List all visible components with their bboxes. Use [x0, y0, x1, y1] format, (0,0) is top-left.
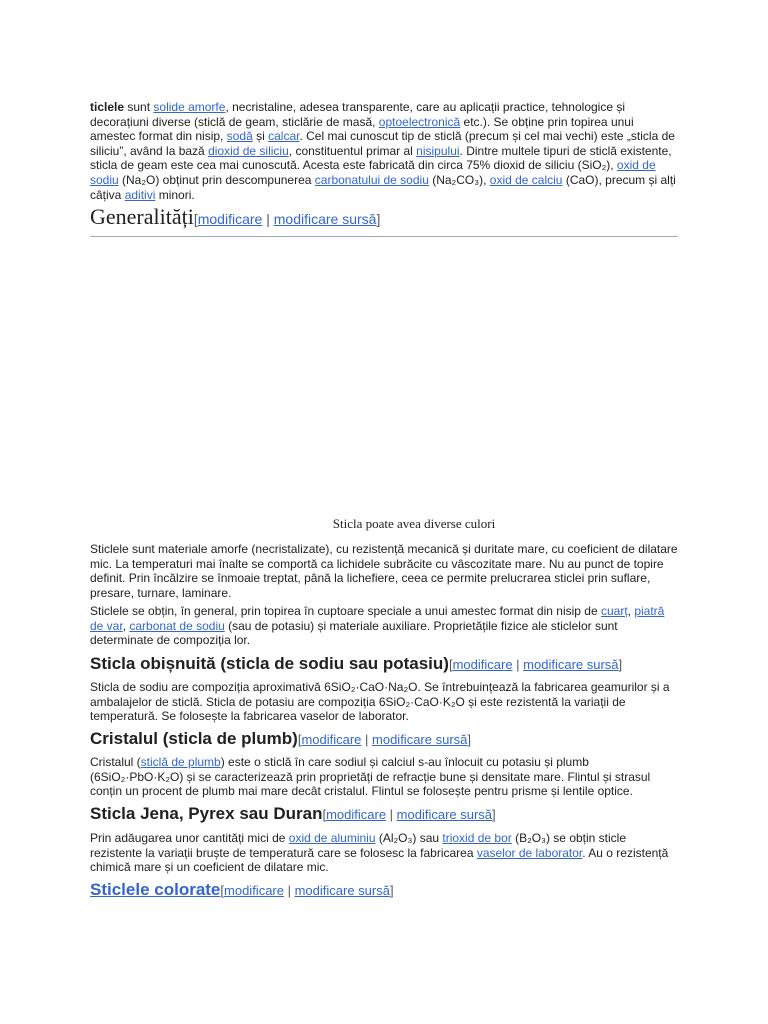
section-heading-sticla-jena	[90, 804, 678, 825]
section-heading-sticla-obisnuita	[90, 654, 690, 675]
bracket-open: [	[448, 657, 453, 672]
text: . Au o rezistență chimică mare și un coeficient de dilatare mic.	[90, 845, 669, 875]
cristal-paragraph	[90, 755, 678, 799]
sodiu-paragraph: Sticla de sodiu are compoziția aproximativă 6SiO₂·CaO·Na₂O. Se întrebuințează la fabricarea geamurilor și a ambalajelor de sticlă. Sticla de potasiu are compoziția 6SiO₂·CaO·K₂O și este rezistentă la variații de temperatură. Se folosește la fabricarea vaselor de laborator.	[90, 680, 670, 724]
section-heading-cristalul	[90, 729, 678, 750]
link-nisipului[interactable]: nisipului	[416, 143, 460, 158]
edit-link[interactable]: modificare	[224, 883, 284, 898]
text: (sau de potasiu) și materiale auxiliare. Proprietățile fizice ale sticlelor sunt determinate de compoziția lor.	[90, 618, 618, 648]
text: ,	[627, 604, 635, 618]
text: ,	[122, 618, 130, 633]
bracket-open: [	[193, 211, 198, 227]
link-dioxid-de-siliciu[interactable]: dioxid de siliciu	[208, 143, 289, 158]
text: minori.	[155, 187, 195, 202]
text: (Na₂CO₃),	[428, 172, 490, 187]
intro-term: ticlele	[90, 100, 125, 114]
heading-text: Cristalul (sticla de plumb)	[90, 729, 298, 748]
bracket-open: [	[322, 807, 327, 822]
edit-source-link[interactable]: modificare sursă	[396, 807, 493, 822]
link-carbonat-de-sodiu[interactable]: carbonat de sodiu	[129, 618, 225, 633]
link-vaselor-de-laborator[interactable]: vaselor de laborator	[476, 845, 583, 860]
edit-source-link[interactable]: modificare sursă	[523, 657, 619, 672]
bracket-close: ]	[618, 657, 623, 672]
edit-source-link[interactable]: modificare sursă	[372, 732, 468, 747]
bracket-open: [	[297, 732, 302, 747]
text: ) este o sticlă în care sodiul și calciul s-au înlocuit cu potasiu și plumb (6SiO₂·PbO·K₂O) și se caracterizează prin proprietăți de refracție bune și densitate mare. Flintul și strasul conțin un procent de plumb mai mare decât cristalul. Flintul se folosește pentru prisme și lentile optice.	[90, 755, 651, 799]
separator: |	[262, 211, 274, 227]
separator: |	[361, 732, 373, 747]
link-solide-amorfe[interactable]: solide amorfe	[153, 100, 226, 114]
general-paragraph-2	[90, 604, 678, 648]
edit-section-links	[322, 807, 495, 822]
text: (B₂O₃) se obțin sticle rezistente la variații bruște de temperatură care se folosesc la fabricarea	[90, 831, 627, 860]
link-sticla-de-plumb[interactable]: sticlă de plumb	[140, 755, 221, 769]
text: Prin adăugarea unor cantități mici de	[90, 831, 289, 845]
link-oxid-de-calciu[interactable]: oxid de calciu	[489, 172, 563, 187]
link-carbonatului-de-sodiu[interactable]: carbonatului de sodiu	[314, 172, 429, 187]
intro-paragraph	[90, 100, 678, 202]
text: (CaO), precum și alți câțiva	[90, 172, 676, 202]
edit-link[interactable]: modificare	[326, 807, 387, 822]
link-oxid-de-aluminiu[interactable]: oxid de aluminiu	[288, 831, 376, 845]
general-paragraph-1: Sticlele sunt materiale amorfe (necristalizate), cu rezistență mecanică și duritate mare, cu coeficient de dilatare mic. La temperaturi mai înalte se comportă ca lichidele subrăcite cu vâscozitate mare. Nu au punct de topire definit. Prin încălzire se înmoaie treptat, până la lichefiere, ceea ce permite prelucrarea sticlei prin suflare, presare, turnare, laminare.	[90, 542, 678, 600]
text: , constituentul primar al	[288, 143, 417, 158]
bracket-close: ]	[467, 732, 472, 747]
link-aditivi[interactable]: aditivi	[124, 187, 156, 202]
text: (Na₂O) obținut prin descompunerea	[118, 172, 315, 187]
heading-link-sticlele-colorate[interactable]: Sticlele colorate	[90, 880, 221, 899]
separator: |	[386, 807, 397, 822]
text: (Al₂O₃) sau	[375, 831, 443, 845]
link-calcar[interactable]: calcar	[268, 129, 300, 144]
text: și	[252, 129, 269, 144]
text: , necristaline, adesea transparente, care au aplicații practice, tehnologice și decorațiuni diverse (sticlă de geam, sticlărie de masă,	[90, 100, 625, 129]
heading-text: Sticla obișnuită (sticla de sodiu sau potasiu)	[90, 654, 449, 673]
edit-section-links	[220, 883, 393, 898]
link-trioxid-de-bor[interactable]: trioxid de bor	[442, 831, 512, 845]
separator: |	[512, 657, 524, 672]
link-optoelectronica[interactable]: optoelectronică	[378, 114, 461, 129]
edit-section-links	[298, 732, 471, 747]
link-cuart[interactable]: cuarț	[600, 604, 628, 618]
image-caption: Sticla poate avea diverse culori	[332, 516, 496, 531]
heading-text: Generalități	[90, 204, 194, 229]
text: Sticlele se obțin, în general, prin topirea în cuptoare speciale a unui amestec format din nisip de	[90, 604, 601, 618]
bracket-open: [	[220, 883, 225, 898]
edit-source-link[interactable]: modificare sursă	[273, 211, 377, 227]
link-soda[interactable]: sodă	[226, 129, 253, 144]
bracket-close: ]	[492, 807, 496, 822]
bracket-close: ]	[376, 211, 381, 227]
section-heading-sticlele-colorate	[90, 880, 678, 901]
edit-link[interactable]: modificare	[197, 211, 263, 227]
text: Cristalul (	[90, 755, 141, 769]
edit-link[interactable]: modificare	[452, 657, 513, 672]
edit-section-links	[449, 657, 622, 672]
edit-link[interactable]: modificare	[301, 732, 362, 747]
text: . Cel mai cunoscut tip de sticlă (precum și cel mai vechi) este „sticla de siliciu”, având la bază	[90, 129, 675, 158]
heading-text: Sticla Jena, Pyrex sau Duran	[90, 804, 323, 823]
bracket-close: ]	[389, 883, 394, 898]
edit-section-links	[194, 211, 381, 227]
text: etc.). Se obține prin topirea unui amestec format din nisip,	[90, 114, 634, 144]
link-piatra-de-var[interactable]: piatră de var	[90, 604, 665, 633]
section-heading-generalitati	[90, 204, 678, 237]
jena-paragraph	[90, 831, 678, 875]
link-oxid-de-sodiu[interactable]: oxid de sodiu	[90, 158, 656, 187]
separator: |	[283, 883, 295, 898]
text: sunt	[124, 100, 154, 114]
text: . Dintre multele tipuri de sticlă existente, sticla de geam este cea mai cunoscută. Acesta este fabricată din circa 75% dioxid de siliciu (SiO₂),	[90, 143, 672, 173]
edit-source-link[interactable]: modificare sursă	[294, 883, 390, 898]
